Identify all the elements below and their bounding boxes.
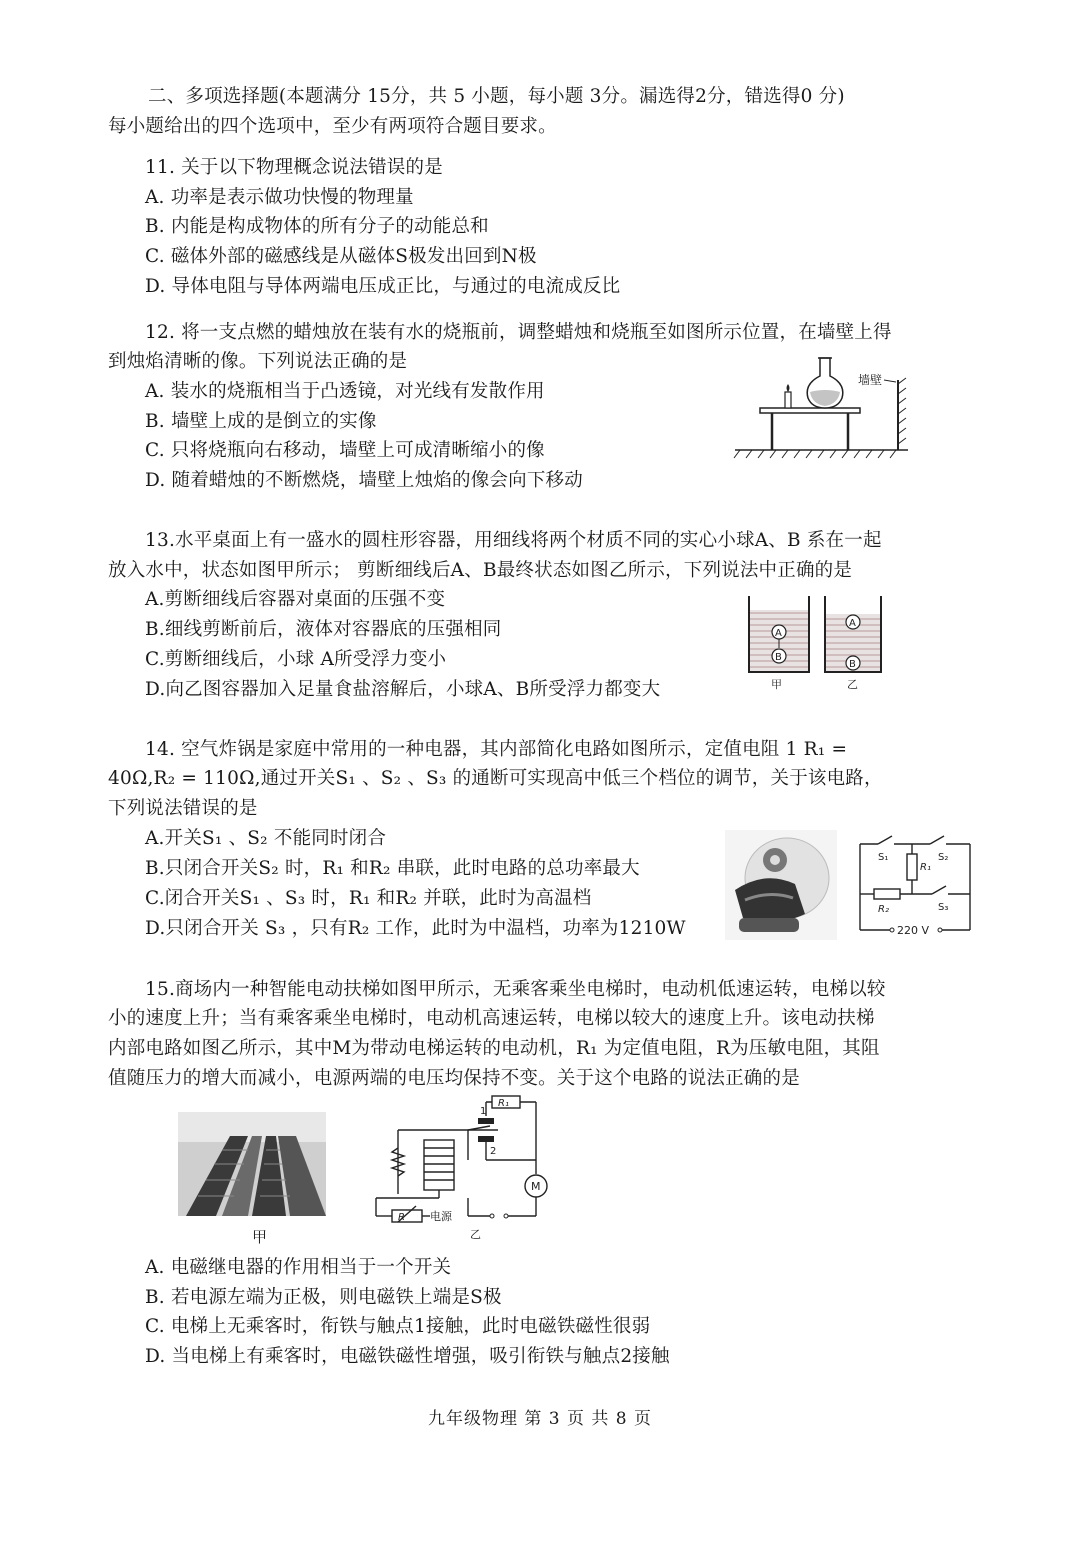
q13-option-b: B.细线剪断前后，液体对容器底的压强相同 bbox=[145, 619, 502, 640]
q12-option-a: A. 装水的烧瓶相当于凸透镜，对光线有发散作用 bbox=[145, 381, 545, 402]
q12-option-b: B. 墙壁上成的是倒立的实像 bbox=[145, 411, 377, 432]
q14-label-r1: R₁ bbox=[920, 862, 931, 873]
q13-label-yi: 乙 bbox=[847, 678, 858, 691]
q14-air-fryer-photo bbox=[725, 830, 837, 940]
q13-option-d: D.向乙图容器加入足量食盐溶解后，小球A、B所受浮力都变大 bbox=[145, 679, 661, 700]
q13-stem-line2: 放入水中，状态如图甲所示； 剪断细线后A、B最终状态如图乙所示，下列说法中正确的是 bbox=[108, 560, 853, 581]
section-title: 二、多项选择题(本题满分 15分，共 5 小题，每小题 3分。漏选得2分，错选得0 分) bbox=[148, 86, 845, 107]
q12-option-d: D. 随着蜡烛的不断燃烧，墙壁上烛焰的像会向下移动 bbox=[145, 470, 583, 491]
q15-label-jia: 甲 bbox=[252, 1228, 268, 1246]
q14-voltage-label: 220 V bbox=[897, 924, 930, 937]
q14-label-s1: S₁ bbox=[878, 852, 889, 863]
q15-option-c: C. 电梯上无乘客时，衔铁与触点1接触，此时电磁铁磁性很弱 bbox=[145, 1316, 651, 1337]
q13-ball-a-left: A bbox=[775, 628, 782, 639]
q15-relay-circuit bbox=[368, 1094, 558, 1244]
q15-stem-line3: 内部电路如图乙所示，其中M为带动电梯运转的电动机，R₁ 为定值电阻，R为压敏电阻，其阻 bbox=[108, 1038, 880, 1059]
q12-figure-candle-flask bbox=[730, 348, 920, 460]
q13-stem-line1: 13.水平桌面上有一盛水的圆柱形容器，用细线将两个材质不同的实心小球A、B 系在一起 bbox=[145, 530, 882, 551]
q14-stem-line3: 下列说法错误的是 bbox=[108, 798, 258, 819]
q14-label-s2: S₂ bbox=[938, 852, 949, 863]
q14-stem-line2: 40Ω,R₂ = 110Ω,通过开关S₁ 、S₂ 、S₃ 的通断可实现高中低三个档位的调节，关于该电路， bbox=[108, 768, 883, 789]
q15-stem-line2: 小的速度上升；当有乘客乘坐电梯时，电动机高速运转，电梯以较大的速度上升。该电动扶梯 bbox=[108, 1008, 875, 1029]
q14-stem-line1: 14. 空气炸锅是家庭中常用的一种电器，其内部简化电路如图所示，定值电阻 1 R₁ = bbox=[145, 739, 848, 760]
q11-option-a: A. 功率是表示做功快慢的物理量 bbox=[145, 187, 414, 208]
q15-escalator-photo bbox=[178, 1112, 326, 1216]
q11-option-c: C. 磁体外部的磁感线是从磁体S极发出回到N极 bbox=[145, 246, 537, 267]
q12-stem-line1: 12. 将一支点燃的蜡烛放在装有水的烧瓶前，调整蜡烛和烧瓶至如图所示位置，在墙壁上得 bbox=[145, 322, 892, 343]
page-footer: 九年级物理 第 3 页 共 8 页 bbox=[427, 1409, 653, 1429]
q13-ball-b-left: B bbox=[775, 652, 782, 663]
q14-option-d: D.只闭合开关 S₃ ，只有R₂ 工作，此时为中温档，功率为1210W bbox=[145, 918, 686, 939]
q14-option-b: B.只闭合开关S₂ 时，R₁ 和R₂ 串联，此时电路的总功率最大 bbox=[145, 858, 640, 879]
q13-figure-containers bbox=[745, 592, 885, 692]
q14-label-r2: R₂ bbox=[878, 904, 889, 915]
q13-ball-b-right: B bbox=[849, 659, 856, 670]
q14-option-a: A.开关S₁ 、S₂ 不能同时闭合 bbox=[145, 828, 387, 849]
section-note: 每小题给出的四个选项中，至少有两项符合题目要求。 bbox=[108, 116, 557, 137]
q11-option-b: B. 内能是构成物体的所有分子的动能总和 bbox=[145, 216, 489, 237]
q15-label-r1: R₁ bbox=[498, 1098, 509, 1109]
q12-option-c: C. 只将烧瓶向右移动，墙壁上可成清晰缩小的像 bbox=[145, 440, 545, 461]
q15-label-r: R bbox=[398, 1212, 405, 1223]
q15-contact-1: 1 bbox=[480, 1106, 487, 1117]
q12-wall-label: 墙壁 bbox=[858, 373, 883, 387]
q15-motor-label: M bbox=[531, 1180, 541, 1193]
q11-stem: 11. 关于以下物理概念说法错误的是 bbox=[145, 157, 443, 178]
q15-option-a: A. 电磁继电器的作用相当于一个开关 bbox=[145, 1257, 452, 1278]
q12-stem-line2: 到烛焰清晰的像。下列说法正确的是 bbox=[108, 351, 408, 372]
q13-option-a: A.剪断细线后容器对桌面的压强不变 bbox=[145, 589, 446, 610]
q13-option-c: C.剪断细线后，小球 A所受浮力变小 bbox=[145, 649, 447, 670]
q14-option-c: C.闭合开关S₁ 、S₃ 时，R₁ 和R₂ 并联，此时为高温档 bbox=[145, 888, 592, 909]
q14-label-s3: S₃ bbox=[938, 902, 949, 913]
q14-circuit-diagram bbox=[852, 832, 982, 942]
q15-stem-line1: 15.商场内一种智能电动扶梯如图甲所示，无乘客乘坐电梯时，电动机低速运转，电梯以较 bbox=[145, 979, 886, 1000]
q15-power-label: 电源 bbox=[430, 1210, 452, 1223]
q15-option-b: B. 若电源左端为正极，则电磁铁上端是S极 bbox=[145, 1287, 502, 1308]
q15-stem-line4: 值随压力的增大而减小，电源两端的电压均保持不变。关于这个电路的说法正确的是 bbox=[108, 1068, 800, 1089]
q13-label-jia: 甲 bbox=[771, 678, 782, 691]
q11-option-d: D. 导体电阻与导体两端电压成正比，与通过的电流成反比 bbox=[145, 276, 621, 297]
q13-ball-a-right: A bbox=[849, 618, 856, 629]
q15-option-d: D. 当电梯上有乘客时，电磁铁磁性增强，吸引衔铁与触点2接触 bbox=[145, 1346, 670, 1367]
q15-label-yi: 乙 bbox=[470, 1228, 481, 1241]
q15-contact-2: 2 bbox=[490, 1146, 497, 1157]
